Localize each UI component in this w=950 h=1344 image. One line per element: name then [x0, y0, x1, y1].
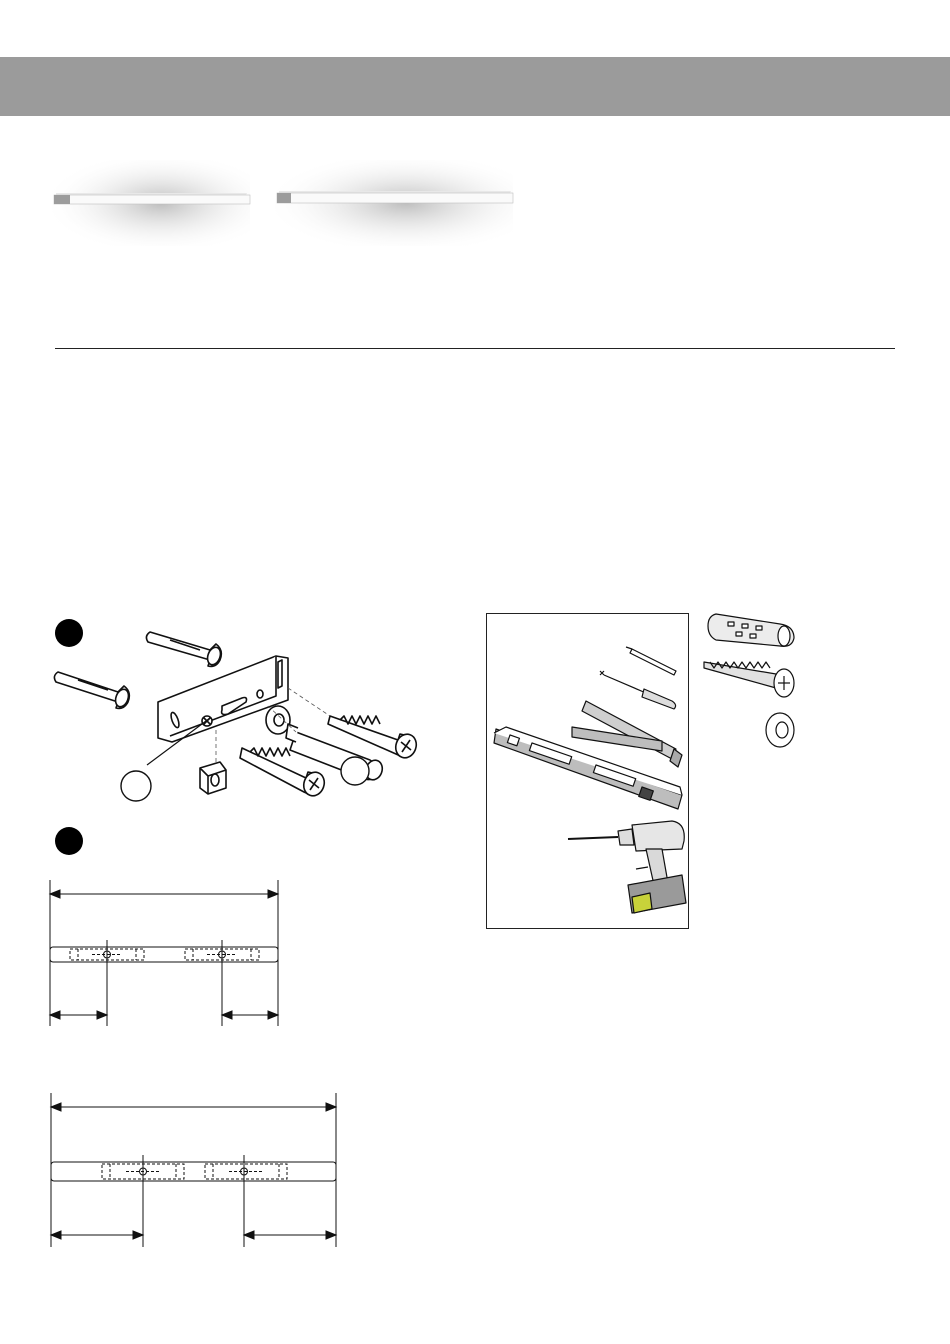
screwdriver-icon — [600, 671, 676, 709]
wall-plug-icon — [146, 632, 222, 667]
washer-icon — [766, 713, 794, 747]
shelf-long-icon — [275, 160, 515, 246]
cordless-drill-icon — [568, 821, 686, 913]
header-band — [0, 57, 950, 116]
wall-plug-icon — [54, 672, 130, 709]
required-tools-illustration — [486, 613, 689, 929]
drilling-template-long — [48, 1093, 343, 1249]
wall-plug-icon — [708, 614, 794, 646]
wood-screw-icon — [704, 662, 794, 697]
callout-b-circle — [341, 757, 369, 785]
bracket-assembly-diagram — [50, 620, 430, 810]
square-nut-icon — [200, 762, 226, 794]
callout-a-circle — [121, 771, 151, 801]
hardware-kit-illustration — [700, 606, 810, 751]
pencil-icon — [626, 647, 676, 675]
shelf-short-icon — [52, 160, 252, 246]
drilling-template-short — [48, 880, 284, 1030]
step-2-badge — [55, 827, 83, 855]
section-divider — [55, 348, 895, 349]
